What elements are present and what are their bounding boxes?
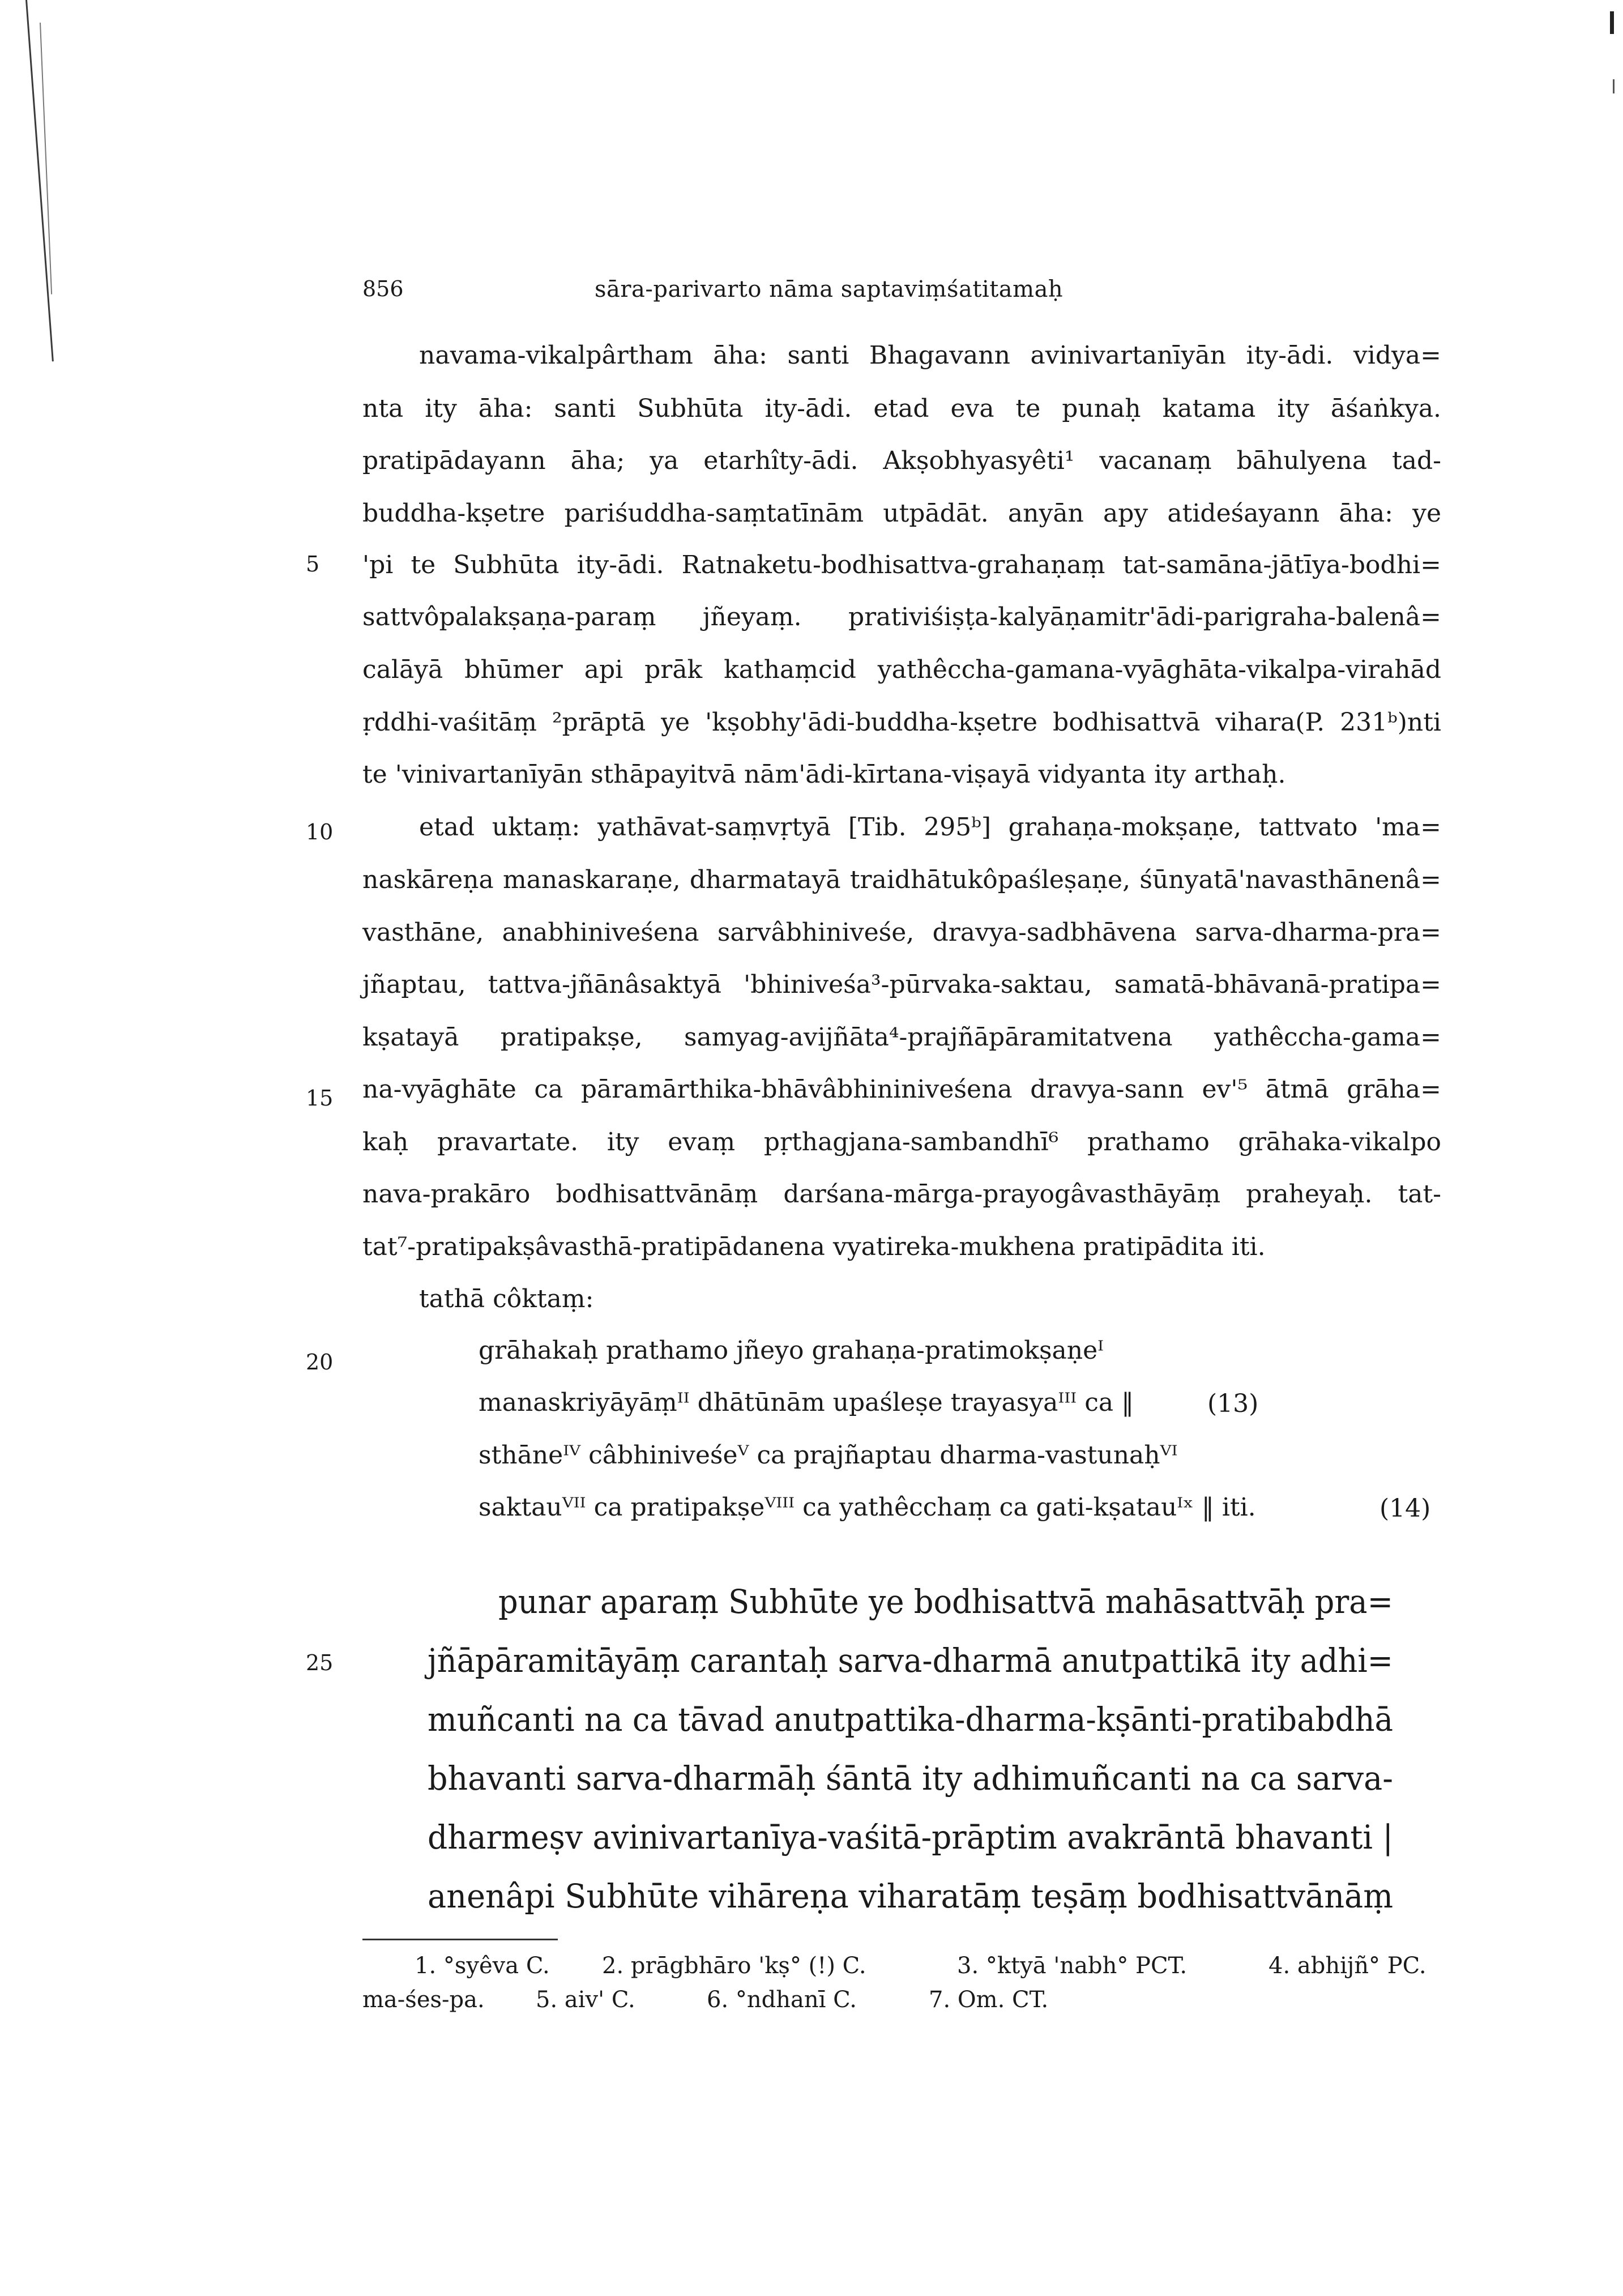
footnote-rule xyxy=(362,1939,558,1940)
commentary-line: tat⁷-pratipakṣâvasthā-pratipādanena vyatireka-mukhena pratipādita iti. xyxy=(362,1232,1266,1261)
verse-number: (14) xyxy=(1379,1494,1431,1523)
commentary-line: kṣatayā pratipakṣe, samyag-avijñāta⁴-prajñāpāramitatvena yathêccha-gama= xyxy=(362,1023,1441,1052)
commentary-line: ṛddhi-vaśitāṃ ²prāptā ye 'kṣobhy'ādi-buddha-kṣetre bodhisattvā vihara(P. 231ᵇ)nti xyxy=(362,708,1441,737)
line-number: 10 xyxy=(306,820,334,844)
commentary-line: te 'vinivartanīyān sthāpayitvā nām'ādi-kīrtana-viṣayā vidyanta ity arthaḥ. xyxy=(362,760,1286,789)
commentary-line: jñaptau, tattva-jñānâsaktyā 'bhiniveśa³-pūrvaka-saktau, samatā-bhāvanā-pratipa= xyxy=(362,970,1441,999)
commentary-line: nava-prakāro bodhisattvānāṃ darśana-mārga-prayogâvasthāyāṃ praheyaḥ. tat- xyxy=(362,1180,1442,1209)
commentary-line: tathā côktaṃ: xyxy=(419,1284,594,1313)
verse-line: grāhakaḥ prathamo jñeyo grahaṇa-pratimokṣaṇeᴵ xyxy=(479,1336,1104,1365)
sutra-line: punar aparaṃ Subhūte ye bodhisattvā mahāsattvāḥ pra= xyxy=(498,1582,1394,1621)
commentary-line: buddha-kṣetre pariśuddha-saṃtatīnām utpādāt. anyān apy atideśayann āha: ye xyxy=(362,499,1441,528)
commentary-line: 'pi te Subhūta ity-ādi. Ratnaketu-bodhisattva-grahaṇaṃ tat-samāna-jātīya-bodhi= xyxy=(362,550,1441,579)
commentary-line: nta ity āha: santi Subhūta ity-ādi. etad eva te punaḥ katama ity āśaṅkya. xyxy=(362,394,1442,423)
commentary-line: na-vyāghāte ca pāramārthika-bhāvâbhininiveśena dravya-sann ev'⁵ ātmā grāha= xyxy=(362,1075,1441,1104)
commentary-line: sattvôpalakṣaṇa-paraṃ jñeyaṃ. prativiśiṣṭa-kalyāṇamitr'ādi-parigraha-balenâ= xyxy=(362,603,1441,631)
commentary-line: naskāreṇa manaskaraṇe, dharmatayā traidhātukôpaśleṣaṇe, śūnyatā'navasthānenâ= xyxy=(362,865,1442,894)
footnote: 3. °ktyā 'nabh° PCT. xyxy=(957,1953,1188,1979)
line-number: 5 xyxy=(306,552,320,577)
footnote: 5. aiv' C. xyxy=(536,1987,635,2013)
footnote: 7. Om. CT. xyxy=(929,1987,1049,2013)
verse-line: manaskriyāyāṃᴵᴵ dhātūnām upaśleṣe trayasyaᴵᴵᴵ ca ‖ xyxy=(479,1388,1134,1417)
commentary-line: pratipādayann āha; ya etarhîty-ādi. Akṣobhyasyêti¹ vacanaṃ bāhulyena tad- xyxy=(362,446,1441,475)
page-number: 856 xyxy=(362,276,404,301)
scan-edge-mark xyxy=(1610,11,1614,34)
footnote: 6. °ndhanī C. xyxy=(707,1987,857,2013)
sutra-line: muñcanti na ca tāvad anutpattika-dharma-kṣānti-pratibabdhā xyxy=(428,1700,1394,1739)
verse-number: (13) xyxy=(1207,1389,1259,1418)
sutra-line: bhavanti sarva-dharmāḥ śāntā ity adhimuñcanti na ca sarva- xyxy=(428,1759,1393,1798)
sutra-line: dharmeṣv avinivartanīya-vaśitā-prāptim avakrāntā bhavanti | xyxy=(428,1818,1394,1857)
verse-line: sthāneᴵⱽ câbhiniveśeⱽ ca prajñaptau dharma-vastunaḥⱽᴵ xyxy=(479,1441,1178,1470)
line-number: 15 xyxy=(306,1086,334,1111)
running-title: sāra-parivarto nāma saptaviṃśatitamaḥ xyxy=(595,276,1064,302)
commentary-line: kaḥ pravartate. ity evaṃ pṛthagjana-sambandhī⁶ prathamo grāhaka-vikalpo xyxy=(362,1128,1441,1156)
scan-edge-mark xyxy=(1613,79,1615,93)
commentary-line: etad uktaṃ: yathāvat-saṃvṛtyā [Tib. 295ᵇ] grahaṇa-mokṣaṇe, tattvato 'ma= xyxy=(419,813,1441,842)
scan-edge-line xyxy=(40,23,52,295)
sutra-line: anenâpi Subhūte vihāreṇa viharatāṃ teṣāṃ bodhisattvānāṃ xyxy=(428,1877,1394,1915)
commentary-line: vasthāne, anabhiniveśena sarvâbhiniveśe, dravya-sadbhāvena sarva-dharma-pra= xyxy=(362,918,1442,947)
line-number: 20 xyxy=(306,1350,334,1375)
footnote: 4. abhijñ° PC. xyxy=(1268,1953,1426,1979)
footnote: ma-śes-pa. xyxy=(362,1987,485,2013)
scan-edge-line xyxy=(25,0,54,361)
verse-line: saktauⱽᴵᴵ ca pratipakṣeⱽᴵᴵᴵ ca yathêcchaṃ ca gati-kṣatauᴵˣ ‖ iti. xyxy=(479,1493,1256,1522)
footnote: 2. prāgbhāro 'kṣ° (!) C. xyxy=(602,1953,866,1979)
commentary-line: navama-vikalpârtham āha: santi Bhagavann avinivartanīyān ity-ādi. vidya= xyxy=(419,341,1441,370)
sutra-line: jñāpāramitāyāṃ carantaḥ sarva-dharmā anutpattikā ity adhi= xyxy=(428,1641,1394,1680)
commentary-line: calāyā bhūmer api prāk kathaṃcid yathêccha-gamana-vyāghāta-vikalpa-virahād xyxy=(362,655,1442,684)
footnote: 1. °syêva C. xyxy=(415,1953,550,1979)
line-number: 25 xyxy=(306,1650,334,1675)
